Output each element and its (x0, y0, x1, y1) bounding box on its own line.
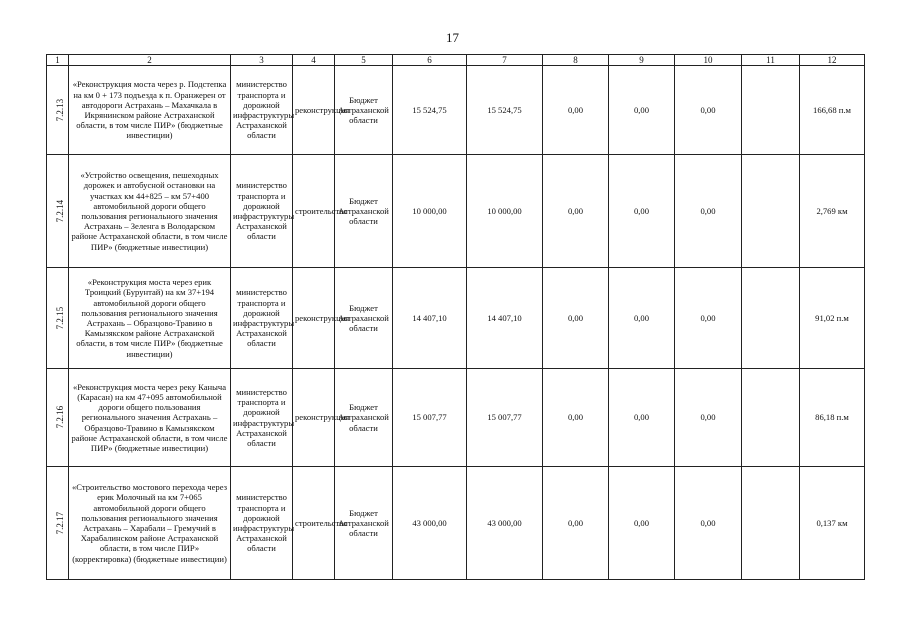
row-code: 7.2.16 (47, 369, 69, 467)
page-number: 17 (446, 30, 459, 45)
work-type: строительство (293, 155, 335, 268)
capacity-value: 86,18 п.м (800, 369, 865, 467)
responsible-org: министерство транспорта и дорожной инфраструктуры Астраханской области (231, 369, 293, 467)
measure-name: «Реконструкция моста через р. Подстепка на км 0 + 173 подъезда к п. Оранжерен от автодороги Астрахань – Махачкала в Икрянинском районе Астраханской области, в том числе ПИР» (бюджетные инвестиции) (69, 66, 231, 155)
column-number-row (47, 55, 865, 66)
table-row (47, 369, 865, 467)
capacity-value: 0,137 км (800, 467, 865, 580)
value-col-11 (742, 66, 800, 155)
value-col-6: 15 007,77 (393, 369, 467, 467)
row-code: 7.2.15 (47, 268, 69, 369)
column-number: 8 (543, 55, 609, 66)
responsible-org: министерство транспорта и дорожной инфраструктуры Астраханской области (231, 467, 293, 580)
value-col-6: 15 524,75 (393, 66, 467, 155)
value-col-9: 0,00 (609, 268, 675, 369)
column-number: 9 (609, 55, 675, 66)
capacity-value: 2,769 км (800, 155, 865, 268)
value-col-9: 0,00 (609, 66, 675, 155)
column-number: 4 (293, 55, 335, 66)
table-row (47, 155, 865, 268)
capacity-value: 166,68 п.м (800, 66, 865, 155)
value-col-8: 0,00 (543, 268, 609, 369)
work-type: строительство (293, 467, 335, 580)
value-col-10: 0,00 (675, 155, 742, 268)
value-col-8: 0,00 (543, 66, 609, 155)
responsible-org: министерство транспорта и дорожной инфраструктуры Астраханской области (231, 268, 293, 369)
funding-source: Бюджет Астраханской области (335, 369, 393, 467)
capacity-value: 91,02 п.м (800, 268, 865, 369)
value-col-11 (742, 369, 800, 467)
value-col-11 (742, 268, 800, 369)
column-number: 11 (742, 55, 800, 66)
table-row (47, 467, 865, 580)
table-row (47, 268, 865, 369)
value-col-7: 43 000,00 (467, 467, 543, 580)
funding-source: Бюджет Астраханской области (335, 155, 393, 268)
funding-source: Бюджет Астраханской области (335, 467, 393, 580)
value-col-10: 0,00 (675, 268, 742, 369)
value-col-7: 15 007,77 (467, 369, 543, 467)
value-col-10: 0,00 (675, 66, 742, 155)
measure-name: «Строительство мостового перехода через ерик Молочный на км 7+065 автомобильной дороги общего пользования регионального значения Астрахань – Харабали – Гремучий в Харабалинском районе Астраханской области, в том числе ПИР» (корректировка) (бюджетные инвестиции) (69, 467, 231, 580)
funding-source: Бюджет Астраханской области (335, 268, 393, 369)
value-col-9: 0,00 (609, 467, 675, 580)
value-col-6: 43 000,00 (393, 467, 467, 580)
value-col-8: 0,00 (543, 369, 609, 467)
measure-name: «Устройство освещения, пешеходных дорожек и автобусной остановки на участках км 44+825 – км 57+400 автомобильной дороги общего пользования регионального значения Астрахань – Зеленга в Володарском районе Астраханской области, в том числе ПИР» (бюджетные инвестиции) (69, 155, 231, 268)
value-col-7: 14 407,10 (467, 268, 543, 369)
value-col-7: 10 000,00 (467, 155, 543, 268)
value-col-8: 0,00 (543, 467, 609, 580)
work-type: реконструкция (293, 66, 335, 155)
value-col-8: 0,00 (543, 155, 609, 268)
measure-name: «Реконструкция моста через реку Каныча (Карасан) на км 47+095 автомобильной дороги общего пользования регионального значения Астрахань – Образцово-Травино в Камызякском районе Астраханской области, в том числе ПИР» (бюджетные инвестиции) (69, 369, 231, 467)
value-col-9: 0,00 (609, 369, 675, 467)
value-col-9: 0,00 (609, 155, 675, 268)
column-number: 1 (47, 55, 69, 66)
value-col-11 (742, 467, 800, 580)
responsible-org: министерство транспорта и дорожной инфраструктуры Астраханской области (231, 155, 293, 268)
work-type: реконструкция (293, 369, 335, 467)
column-number: 3 (231, 55, 293, 66)
value-col-10: 0,00 (675, 467, 742, 580)
table-row (47, 66, 865, 155)
value-col-10: 0,00 (675, 369, 742, 467)
value-col-6: 10 000,00 (393, 155, 467, 268)
responsible-org: министерство транспорта и дорожной инфраструктуры Астраханской области (231, 66, 293, 155)
column-number: 10 (675, 55, 742, 66)
row-code: 7.2.17 (47, 467, 69, 580)
measure-name: «Реконструкция моста через ерик Троицкий (Бурунтай) на км 37+194 автомобильной дороги общего пользования регионального значения Астрахань – Образцово-Травино в Камызякском районе Астраханской области, в том числе ПИР» (бюджетные инвестиции) (69, 268, 231, 369)
value-col-7: 15 524,75 (467, 66, 543, 155)
funding-source: Бюджет Астраханской области (335, 66, 393, 155)
value-col-11 (742, 155, 800, 268)
value-col-6: 14 407,10 (393, 268, 467, 369)
column-number: 6 (393, 55, 467, 66)
program-table (46, 54, 865, 580)
work-type: реконструкция (293, 268, 335, 369)
column-number: 7 (467, 55, 543, 66)
column-number: 5 (335, 55, 393, 66)
row-code: 7.2.13 (47, 66, 69, 155)
column-number: 12 (800, 55, 865, 66)
row-code: 7.2.14 (47, 155, 69, 268)
column-number: 2 (69, 55, 231, 66)
